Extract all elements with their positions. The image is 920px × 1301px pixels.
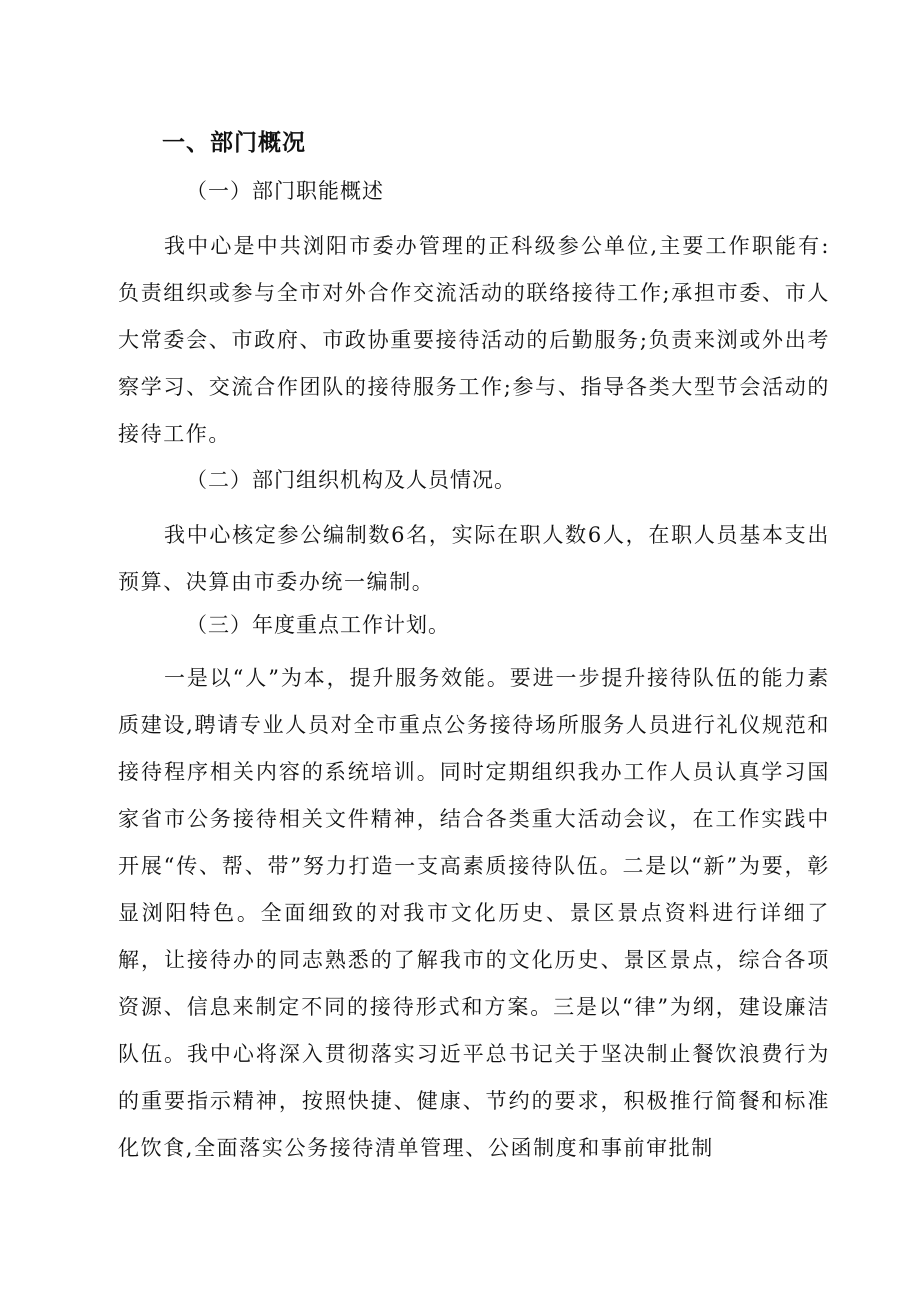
- paragraph-functions: 我中心是中共浏阳市委办管理的正科级参公单位,主要工作职能有:负责组织或参与全市对外合作交流活动的联络接待工作;承担市委、市人大常委会、市政府、市政协重要接待活动的后勤服务;负责来浏或外出考察学习、交流合作团队的接待服务工作;参与、指导各类大型节会活动的接待工作。: [118, 234, 830, 446]
- subsection-title-work-plan: （三）年度重点工作计划。: [186, 613, 450, 637]
- section-heading: 一、部门概况: [162, 130, 306, 156]
- subsection-title-organization: （二）部门组织机构及人员情况。: [186, 468, 516, 492]
- paragraph-organization: 我中心核定参公编制数6名，实际在职人数6人，在职人员基本支出预算、决算由市委办统一编制。: [118, 523, 830, 594]
- paragraph-work-plan: 一是以“人”为本，提升服务效能。要进一步提升接待队伍的能力素质建设,聘请专业人员对全市重点公务接待场所服务人员进行礼仪规范和接待程序相关内容的系统培训。同时定期组织我办工作人员认真学习国家省市公务接待相关文件精神，结合各类重大活动会议，在工作实践中开展“传、帮、带”努力打造一支高素质接待队伍。二是以“新”为要，彰显浏阳特色。全面细致的对我市文化历史、景区景点资料进行详细了解，让接待办的同志熟悉的了解我市的文化历史、景区景点，综合各项资源、信息来制定不同的接待形式和方案。三是以“律”为纲，建设廉洁队伍。我中心将深入贯彻落实习近平总书记关于坚决制止餐饮浪费行为的重要指示精神，按照快捷、健康、节约的要求，积极推行简餐和标准化饮食,全面落实公务接待清单管理、公函制度和事前审批制: [118, 666, 830, 1160]
- subsection-title-functions: （一）部门职能概述: [186, 179, 384, 203]
